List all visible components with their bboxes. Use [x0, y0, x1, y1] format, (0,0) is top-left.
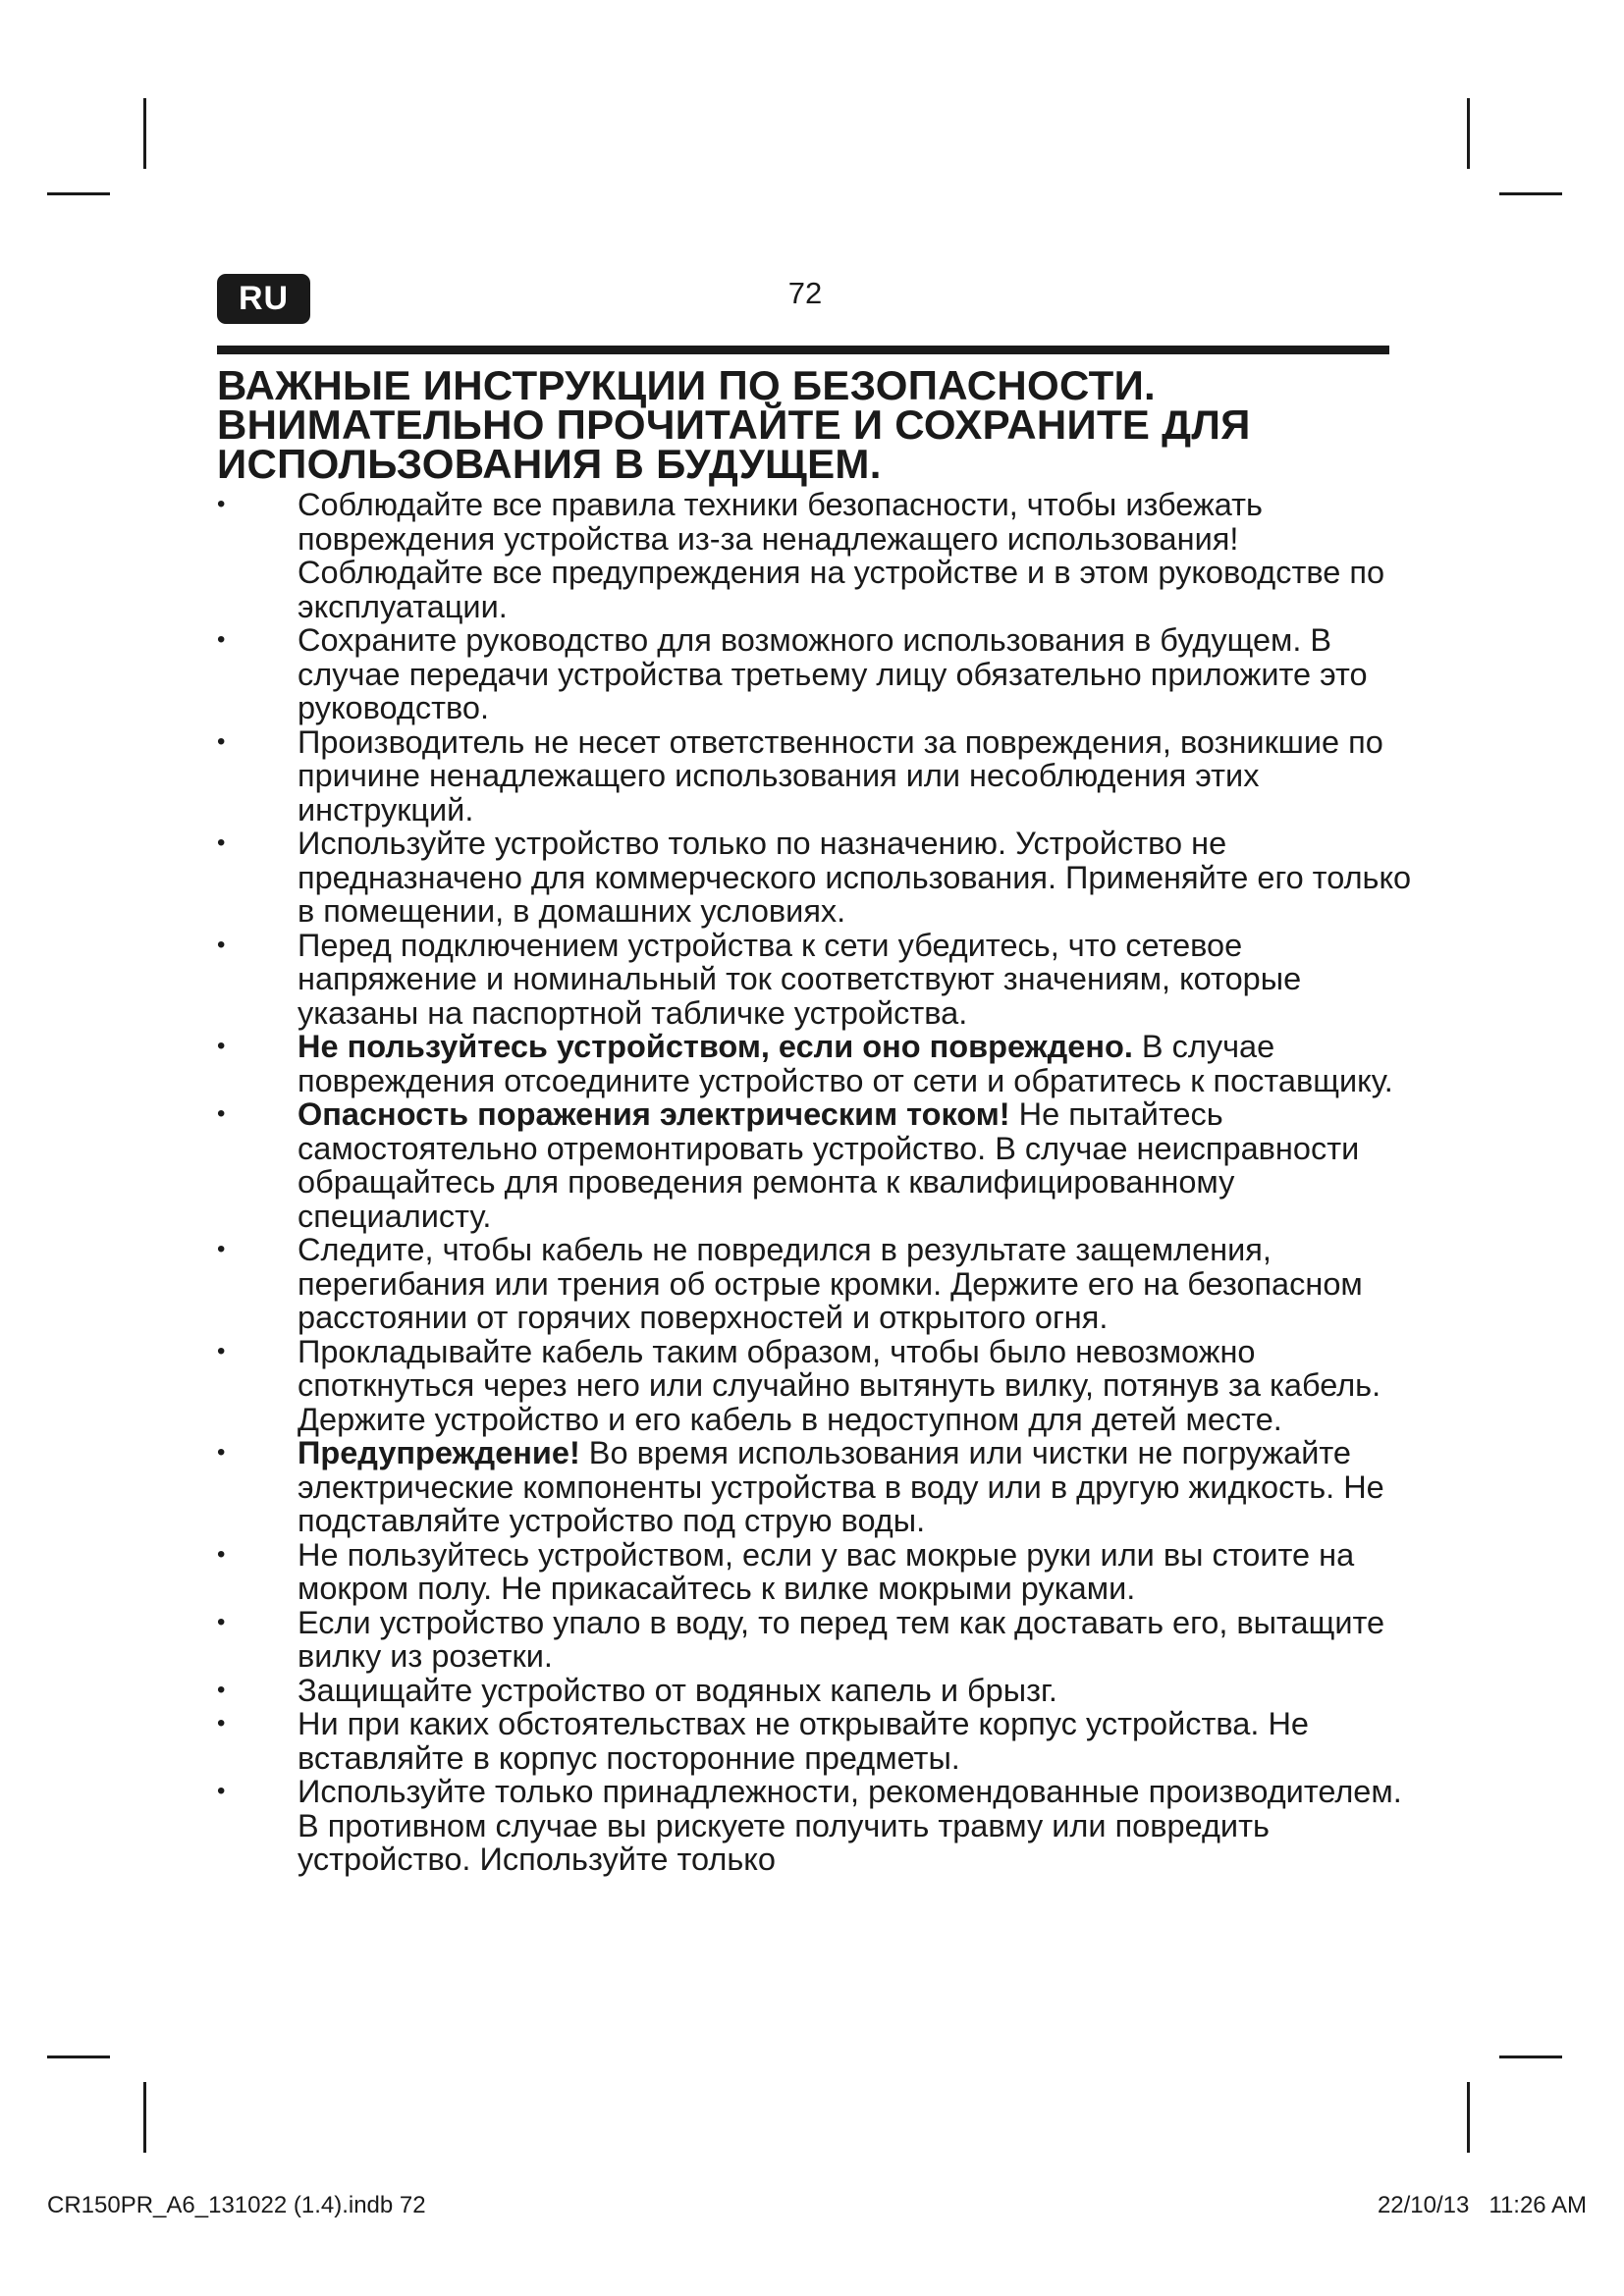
instruction-item [217, 929, 1415, 1031]
crop-mark-bottom-left-horizontal [47, 2056, 110, 2058]
instruction-item [217, 725, 1415, 828]
instruction-lead: Опасность поражения электрическим током! [298, 1096, 1010, 1132]
instruction-text: Защищайте устройство от водяных капель и брызг. [298, 1672, 1057, 1708]
bullet-icon: • [217, 1676, 226, 1703]
footer-date: 22/10/13 [1377, 2192, 1470, 2218]
instruction-item [217, 1707, 1415, 1775]
instruction-item [217, 1436, 1415, 1538]
instruction-text: Соблюдайте все правила техники безопасности, чтобы избежать повреждения устройства из-за ненадлежащего использования! Соблюдайте все предупреждения на устройстве и в этом руководстве по эксплуатации. [298, 487, 1385, 624]
crop-mark-bottom-right-vertical [1467, 2082, 1470, 2153]
instruction-item [217, 1030, 1415, 1097]
bullet-icon: • [217, 1100, 226, 1127]
instruction-text: Используйте устройство только по назначению. Устройство не предназначено для коммерческого использования. Применяйте его только в помещении, в домашних условиях. [298, 826, 1412, 929]
instruction-item [217, 1606, 1415, 1674]
instruction-text: Прокладывайте кабель таким образом, чтобы было невозможно споткнуться через него или случайно вытянуть вилку, потянув за кабель. Держите устройство и его кабель в недоступном для детей месте. [298, 1333, 1381, 1437]
instruction-item [217, 488, 1415, 623]
footer-file-info: CR150PR_A6_131022 (1.4).indb 72 [47, 2192, 426, 2218]
instruction-item [217, 1097, 1415, 1233]
bullet-icon: • [217, 491, 226, 517]
instruction-text: Ни при каких обстоятельствах не открывайте корпус устройства. Не вставляйте в корпус посторонние предметы. [298, 1706, 1309, 1776]
instruction-item [217, 1538, 1415, 1606]
instruction-text: Производитель не несет ответственности за повреждения, возникшие по причине ненадлежащего использования или несоблюдения этих инструкций. [298, 723, 1383, 828]
language-badge: RU [217, 274, 310, 324]
instruction-text: Перед подключением устройства к сети убедитесь, что сетевое напряжение и номинальный ток соответствуют значениям, которые указаны на паспортной табличке устройства. [298, 927, 1302, 1031]
bullet-icon: • [217, 1710, 226, 1736]
bullet-icon: • [217, 1778, 226, 1804]
instruction-text: В случае повреждения отсоедините устройство от сети и обратитесь к поставщику. [298, 1029, 1393, 1098]
bullet-icon: • [217, 1608, 226, 1635]
instruction-text: Не пользуйтесь устройством, если у вас мокрые руки или вы стоите на мокром полу. Не прикасайтесь к вилке мокрыми руками. [298, 1536, 1355, 1606]
instruction-text: Не пытайтесь самостоятельно отремонтировать устройство. В случае неисправности обращайтесь для проведения ремонта к квалифицированному специалисту. [298, 1096, 1360, 1234]
safety-instructions-list [217, 488, 1415, 1877]
crop-mark-top-right-vertical [1467, 98, 1470, 169]
page-title: ВАЖНЫЕ ИНСТРУКЦИИ ПО БЕЗОПАСНОСТИ. ВНИМАТЕЛЬНО ПРОЧИТАЙТЕ И СОХРАНИТЕ ДЛЯ ИСПОЛЬЗОВАНИЯ В БУДУЩЕМ. [217, 362, 1251, 487]
instruction-text: Следите, чтобы кабель не повредился в результате защемления, перегибания или трения об острые кромки. Держите его на безопасном расстоянии от горячих поверхностей и открытого огня. [298, 1232, 1363, 1335]
instruction-lead: Не пользуйтесь устройством, если оно повреждено. [298, 1029, 1133, 1064]
instruction-text: Если устройство упало в воду, то перед тем как доставать его, вытащите вилку из розетки. [298, 1604, 1385, 1674]
bullet-icon: • [217, 1236, 226, 1262]
bullet-icon: • [217, 931, 226, 958]
bullet-icon: • [217, 626, 226, 653]
bullet-icon: • [217, 727, 226, 755]
instruction-item [217, 1674, 1415, 1708]
crop-mark-bottom-right-horizontal [1499, 2056, 1562, 2058]
page-number: 72 [787, 276, 823, 310]
bullet-icon: • [217, 1033, 226, 1059]
bullet-icon: • [217, 1439, 226, 1466]
instruction-text: Сохраните руководство для возможного использования в будущем. В случае передачи устройства третьему лицу обязательно приложите это руководство. [298, 622, 1368, 725]
instruction-item [217, 1775, 1415, 1877]
instruction-item [217, 1335, 1415, 1437]
instruction-item [217, 1233, 1415, 1335]
bullet-icon: • [217, 1337, 226, 1364]
instruction-item [217, 827, 1415, 929]
instruction-lead: Предупреждение! [298, 1435, 580, 1470]
instruction-item [217, 623, 1415, 725]
crop-mark-top-left-vertical [143, 98, 146, 169]
bullet-icon: • [217, 829, 226, 856]
footer-timestamp [1378, 2192, 1587, 2219]
instruction-text: Во время использования или чистки не погружайте электрические компоненты устройства в воду или в другую жидкость. Не подставляйте устройство под струю воды. [298, 1435, 1384, 1538]
crop-mark-top-right-horizontal [1499, 192, 1562, 195]
instruction-text: Используйте только принадлежности, рекомендованные производителем. В противном случае вы рискуете получить травму или повредить устройство. Используйте только [298, 1774, 1402, 1877]
crop-mark-bottom-left-vertical [143, 2082, 146, 2153]
footer-time: 11:26 AM [1489, 2192, 1587, 2218]
header-rule [217, 346, 1389, 354]
crop-mark-top-left-horizontal [47, 192, 110, 195]
bullet-icon: • [217, 1540, 226, 1568]
